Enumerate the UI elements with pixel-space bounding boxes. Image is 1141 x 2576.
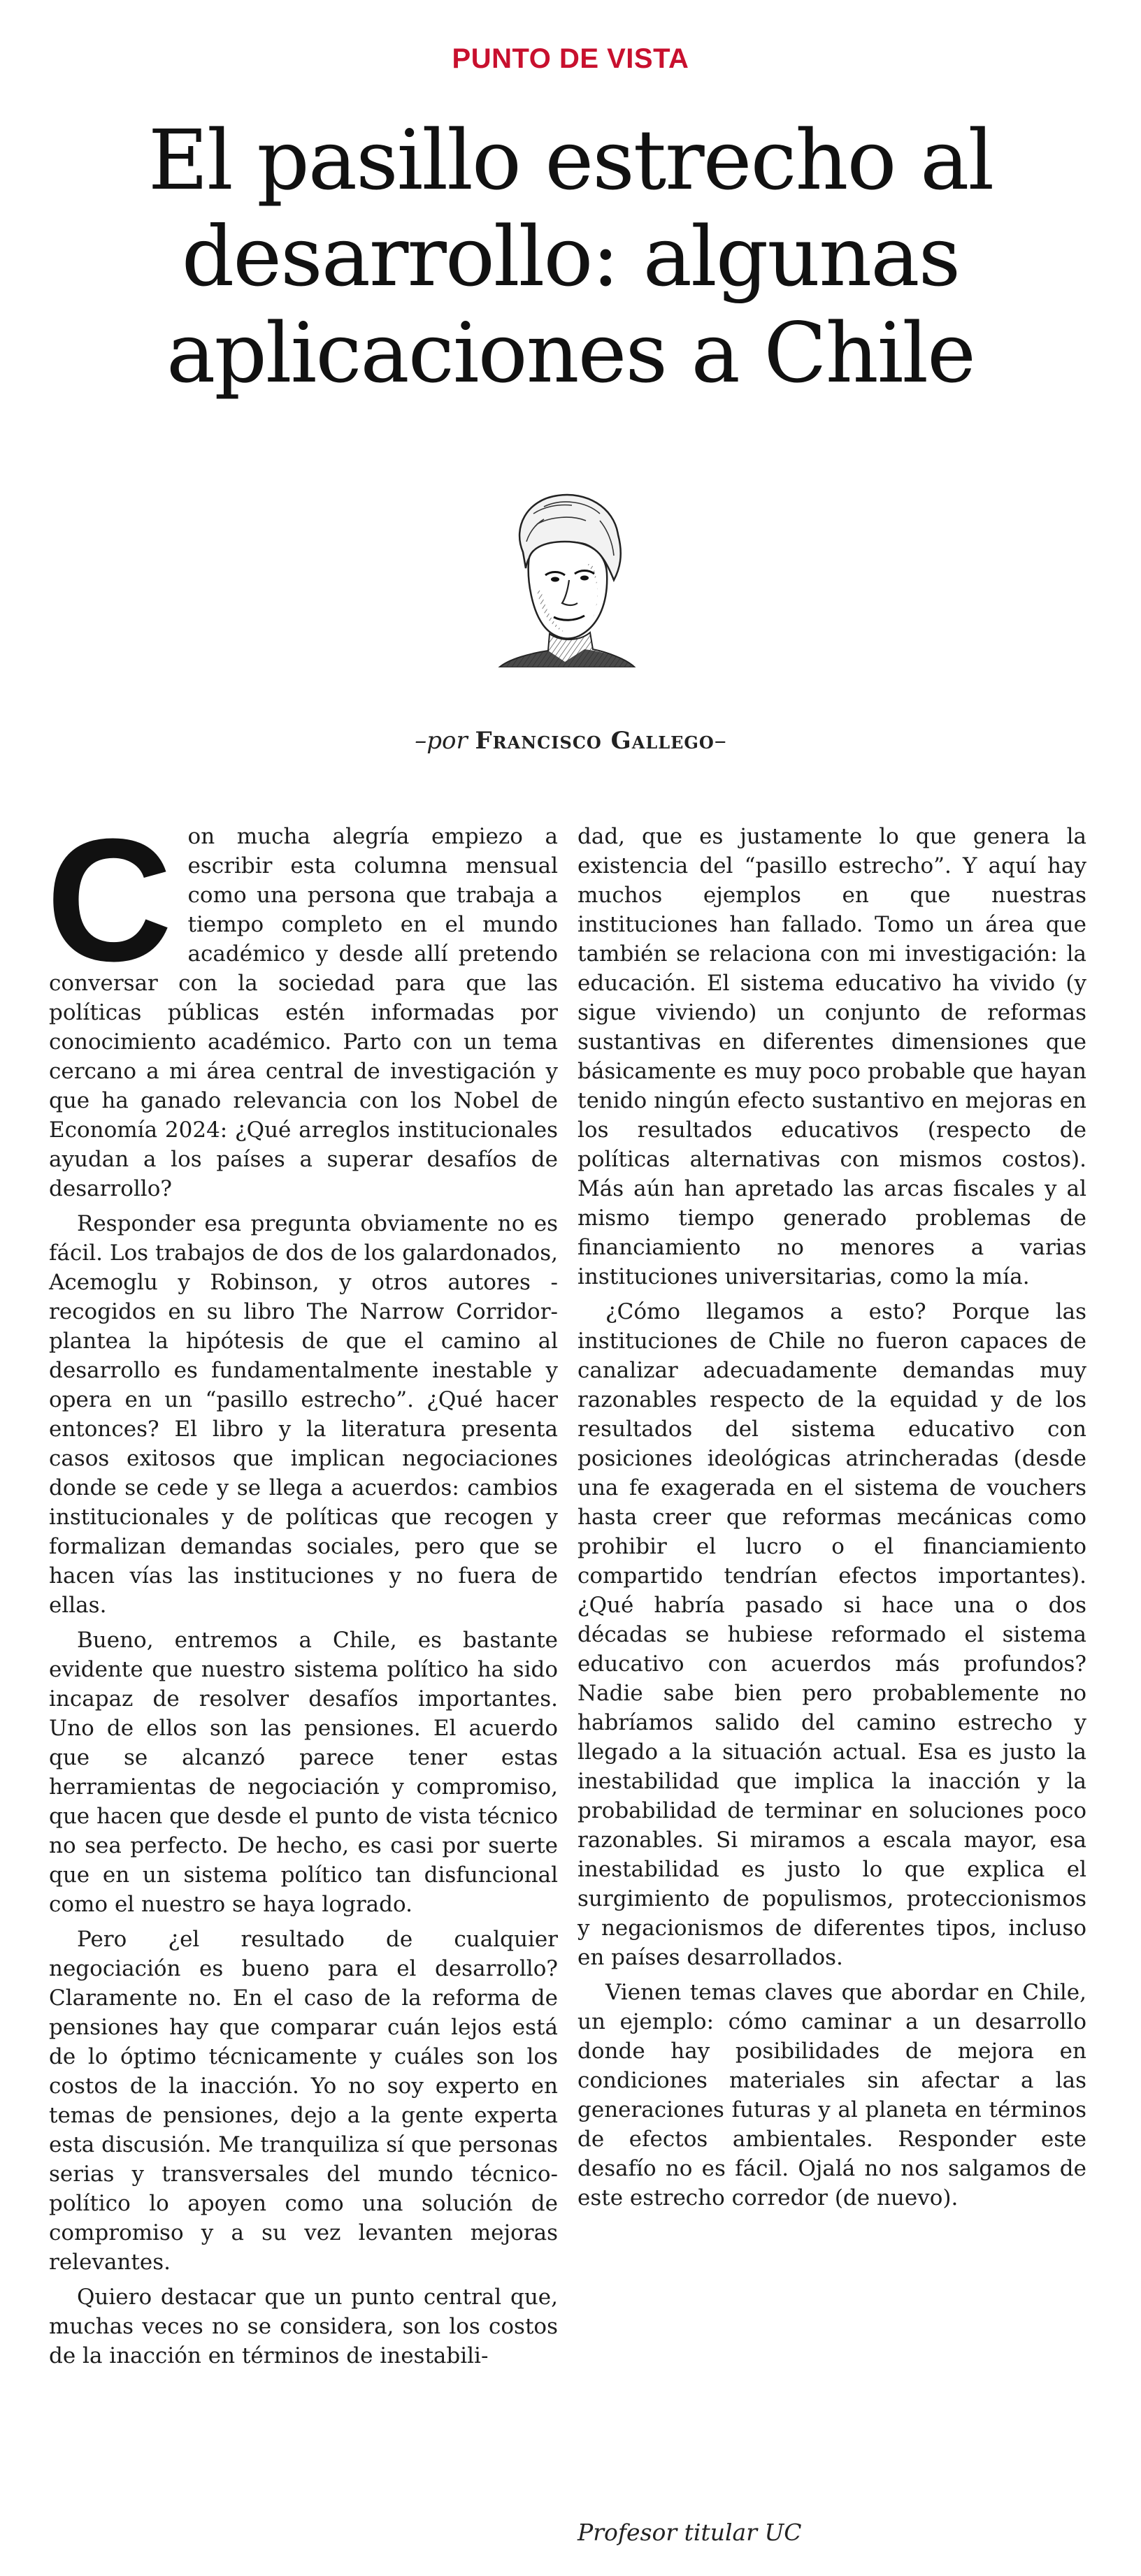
paragraph: dad, que es justamente lo que genera la existencia del “pasillo estrecho”. Y aquí hay muchos ejemplos en que nuestras instituciones han fallado. Tomo un área que también se relaciona con mi investigación: la educación. El sistema educativo ha vivido (y sigue viviendo) un conjunto de reformas sustantivas en diferentes dimensiones que básicamente es muy poco probable que hayan tenido ningún efecto sustantivo en mejoras en los resultados educativos (respecto de políticas alternativas con mismos costos). Más aún han apretado las arcas fiscales y al mismo tiempo generado problemas de financiamiento no menores a varias instituciones universitarias, como la mía. [577, 824, 1086, 1289]
paragraph: Responder esa pregunta obviamente no es fácil. Los trabajos de dos de los galardonados, Acemoglu y Robinson, y otros autores -recogidos en su libro The Narrow Corridor- plantea la hipótesis de que el camino al desarrollo es fundamentalmente inestable y opera en un “pasillo estrecho”. ¿Qué hacer entonces? El libro y la literatura presenta casos exitosos que implican negociaciones donde se cede y se llega a acuerdos: cambios institucionales y de políticas que recogen y formalizan demandas sociales, pero que se hacen vías las instituciones y no fuera de ellas. [49, 1211, 558, 1618]
author-name: Francisco Gallego [475, 727, 715, 755]
paragraph: Pero ¿el resultado de cualquier negociación es bueno para el desarrollo? Claramente no. En el caso de la reforma de pensiones hay que comparar cuán lejos está de lo óptimo técnicamente y cuáles son los costos de la inacción. Yo no soy experto en temas de pensiones, dejo a la gente experta esta discusión. Me tranquiliza sí que personas serias y transversales del mundo técnico-político lo apoyen como una solución de compromiso y a su vez levanten mejoras relevantes. [49, 1927, 558, 2275]
section-kicker: PUNTO DE VISTA [452, 43, 689, 74]
paragraph: ¿Cómo llegamos a esto? Porque las instituciones de Chile no fueron capaces de canalizar adecuadamente demandas muy razonables respecto de la equidad y de los resultados del sistema educativo con posiciones ideológicas atrincheradas (desde una fe exagerada en el sistema de vouchers hasta creer que reformas mecánicas como prohibir el lucro o el financiamiento compartido tendrían efectos importantes). ¿Qué habría pasado si hace una o dos décadas se hubiese reformado el sistema educativo con acuerdos más profundos? Nadie sabe bien pero probablemente no habríamos salido del camino estrecho y llegado a la situación actual. Esa es justo la inestabilidad que implica la inacción y la probabilidad de terminar en soluciones poco razonables. Si miramos a escala mayor, esa inestabilidad es justo lo que explica el surgimiento de populismos, proteccionismos y negacionismos de diferentes tipos, incluso en países desarrollados. [577, 1299, 1086, 1970]
article-column-left [46, 802, 558, 2376]
article-column-right [577, 822, 1086, 2218]
byline-suffix: – [714, 727, 726, 755]
author-portrait-illustration [495, 486, 639, 667]
paragraph: Quiero destacar que un punto central que, muchas veces no se considera, son los costos de la inacción en términos de inestabili- [49, 2285, 558, 2368]
author-signature: Profesor titular UC [577, 2519, 802, 2546]
byline-prefix: –por [415, 727, 468, 755]
paragraph-text: on mucha alegría empiezo a escribir esta columna mensual como una persona que trabaja a tiempo completo en el mundo académico y desde allí pretendo conversar con la sociedad para que las políticas públicas estén informadas por conocimiento académico. Parto con un tema cercano a mi área central de investigación y que ha ganado relevancia con los Nobel de Economía 2024: ¿Qué arreglos institucionales ayudan a los países a superar desafíos de desarrollo? [49, 824, 558, 1201]
article-headline: El pasillo estrecho al desarrollo: algunas aplicaciones a Chile [148, 112, 993, 401]
paragraph: Vienen temas claves que abordar en Chile, un ejemplo: cómo caminar a un desarrollo donde hay posibilidades de mejora en condiciones materiales sin afectar a las generaciones futuras y al planeta en términos de efectos ambientales. Responder este desafío no es fácil. Ojalá no nos salgamos de este estrecho corredor (de nuevo). [577, 1980, 1086, 2210]
byline [0, 727, 1141, 755]
paragraph [46, 802, 558, 1203]
drop-cap: C [46, 802, 173, 997]
paragraph: Bueno, entremos a Chile, es bastante evidente que nuestro sistema político ha sido incapaz de resolver desafíos importantes. Uno de ellos son las pensiones. El acuerdo que se alcanzó parece tener estas herramientas de negociación y compromiso, que hacen que desde el punto de vista técnico no sea perfecto. De hecho, es casi por suerte que en un sistema político tan disfuncional como el nuestro se haya logrado. [49, 1628, 558, 1917]
